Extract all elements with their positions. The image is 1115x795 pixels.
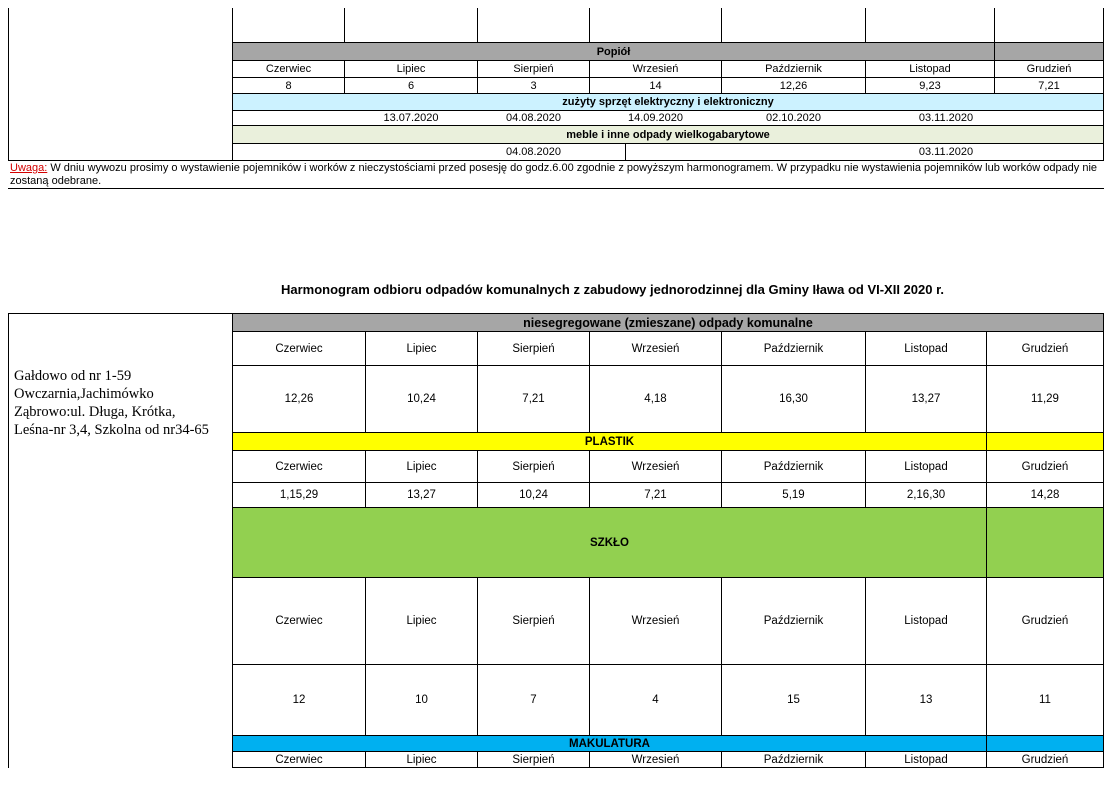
month-header: Czerwiec (275, 615, 323, 627)
zmieszane-value: 4,18 (644, 393, 667, 405)
month-header: Lipiec (406, 342, 437, 355)
zmieszane-value: 13,27 (911, 393, 941, 405)
area-line: Leśna-nr 3,4, Szkolna od nr34-65 (14, 422, 209, 438)
zmieszane-band (233, 314, 1103, 331)
month-header: Lipiec (406, 615, 437, 627)
note (10, 162, 1105, 188)
month-header: Lipiec (396, 63, 426, 75)
plastik-label: PLASTIK (584, 435, 635, 448)
month-header: Wrzesień (631, 342, 680, 355)
page-title: Harmonogram odbioru odpadów komunalnych z zabudowy jednorodzinnej dla Gminy Iława od VI-XII 2020 r. (280, 282, 945, 297)
month-header: Lipiec (406, 753, 437, 766)
plastik-value: 14,28 (1030, 489, 1060, 501)
plastik-band (233, 433, 986, 450)
elektro-date: 03.11.2020 (918, 112, 974, 124)
plastik-value: 2,16,30 (906, 489, 946, 501)
popiol-value: 3 (530, 79, 537, 92)
month-header: Lipiec (406, 460, 437, 473)
makulatura-band (233, 736, 986, 751)
month-header: Grudzień (1021, 615, 1069, 627)
month-header: Sierpień (512, 342, 555, 355)
popiol-label: Popiół (596, 45, 631, 58)
month-header: Sierpień (512, 460, 555, 473)
szklo-band (233, 508, 986, 577)
elektro-date: 02.10.2020 (765, 112, 822, 124)
plastik-value: 10,24 (519, 489, 548, 501)
note-text: W dniu wywozu prosimy o wystawienie pojemników i worków z nieczystościami przed posesję do godz.6.00 zgodnie z powyższym harmonogramem. W przypadku nie wystawienia pojemników lub worków odpady nie zostaną odebrane. (10, 162, 1098, 187)
plastik-value: 7,21 (644, 489, 667, 501)
month-header: Sierpień (512, 753, 555, 766)
area-label (14, 367, 209, 439)
szklo-value: 7 (530, 694, 537, 706)
popiol-value: 9,23 (919, 79, 941, 92)
month-header: Wrzesień (631, 460, 680, 473)
szklo-value: 11 (1039, 694, 1051, 706)
month-header: Wrzesień (631, 615, 680, 627)
szklo-value: 12 (292, 694, 306, 706)
elektro-date: 04.08.2020 (505, 112, 562, 124)
popiol-band (233, 43, 994, 60)
szklo-value: 15 (787, 694, 800, 706)
note-prefix: Uwaga: (10, 162, 48, 174)
meble-date: 03.11.2020 (918, 145, 974, 158)
szklo-value: 13 (919, 694, 933, 706)
popiol-value: 12,26 (779, 79, 808, 92)
szklo-label: SZKŁO (590, 536, 629, 549)
month-header: Listopad (909, 63, 951, 75)
month-header: Grudzień (1026, 63, 1072, 75)
plastik-value: 13,27 (407, 489, 436, 501)
area-line: Ząbrowo:ul. Długa, Krótka, (14, 404, 176, 420)
elektro-date: 13.07.2020 (383, 112, 439, 124)
popiol-value: 14 (649, 79, 662, 92)
month-header: Październik (765, 63, 822, 75)
month-header: Listopad (904, 460, 948, 473)
meble-label: meble i inne odpady wielkogabarytowe (566, 128, 770, 141)
month-header: Czerwiec (275, 460, 323, 473)
month-header: Sierpień (512, 615, 555, 627)
zmieszane-value: 7,21 (522, 393, 545, 405)
area-line: Owczarnia,Jachimówko (14, 386, 154, 402)
month-header: Listopad (904, 615, 948, 627)
zmieszane-label: niesegregowane (zmieszane) odpady komunalne (523, 315, 813, 330)
elektro-label: zużyty sprzęt elektryczny i elektroniczny (562, 96, 774, 108)
month-header: Czerwiec (265, 63, 312, 75)
month-header: Listopad (904, 753, 948, 766)
month-header: Wrzesień (632, 63, 679, 75)
popiol-value: 6 (407, 79, 415, 92)
plastik-value: 5,19 (782, 489, 805, 501)
meble-band (233, 126, 1103, 143)
zmieszane-value: 12,26 (284, 393, 314, 405)
month-header: Październik (763, 615, 824, 627)
szklo-value: 4 (652, 694, 659, 706)
plastik-value: 1,15,29 (279, 489, 319, 501)
month-header: Grudzień (1021, 342, 1069, 355)
zmieszane-value: 10,24 (407, 393, 436, 405)
popiol-value: 7,21 (1038, 79, 1060, 92)
elektro-date: 14.09.2020 (627, 112, 684, 124)
month-header: Grudzień (1021, 753, 1069, 766)
month-header: Wrzesień (631, 753, 680, 766)
month-header: Październik (763, 753, 824, 766)
month-header: Sierpień (513, 63, 554, 75)
month-header: Czerwiec (275, 342, 323, 355)
zmieszane-value: 16,30 (779, 393, 808, 405)
elektro-band (233, 94, 1103, 110)
meble-date: 04.08.2020 (505, 145, 562, 158)
month-header: Listopad (904, 342, 948, 355)
month-header: Czerwiec (275, 753, 323, 766)
month-header: Październik (763, 460, 824, 473)
makulatura-label: MAKULATURA (569, 737, 650, 750)
month-header: Grudzień (1021, 460, 1069, 473)
month-header: Październik (763, 342, 824, 355)
zmieszane-value: 11,29 (1031, 393, 1059, 405)
area-line: Gałdowo od nr 1-59 (14, 368, 132, 384)
popiol-value: 8 (285, 79, 292, 92)
szklo-value: 10 (415, 694, 428, 706)
